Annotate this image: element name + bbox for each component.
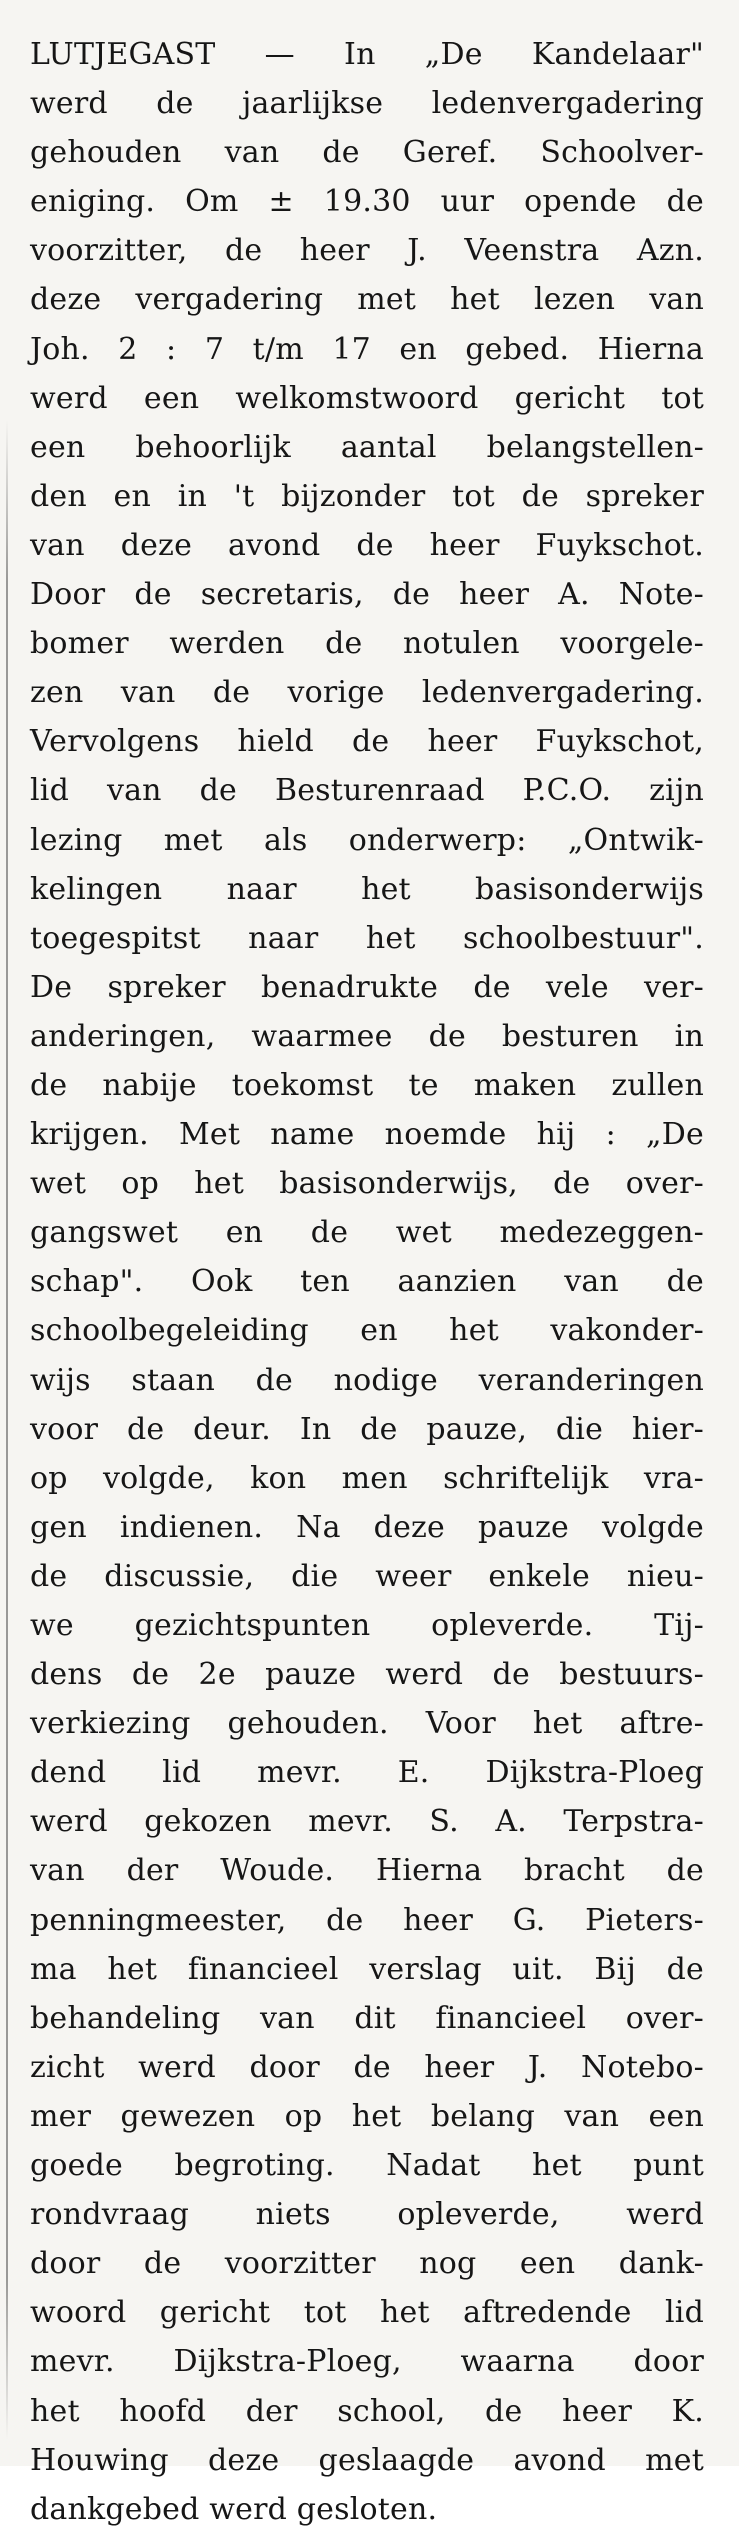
article-line: een behoorlijk aantal belangstellen- [30,429,704,465]
article-line: De spreker benadrukte de vele ver- [30,969,704,1005]
article-line: verkiezing gehouden. Voor het aftre- [30,1706,704,1742]
article-line: deze vergadering met het lezen van [30,282,704,318]
article-line: bomer werden de notulen voorgele- [30,626,704,662]
article-line: werd de jaarlijkse ledenvergadering [30,86,704,122]
article-line: toegespitst naar het schoolbestuur". [30,920,704,956]
article-line: anderingen, waarmee de besturen in [30,1018,704,1054]
article-line: schap". Ook ten aanzien van de [30,1264,704,1300]
article-line: rondvraag niets opleverde, werd [30,2197,704,2233]
article-line: goede begroting. Nadat het punt [30,2148,704,2184]
article-line: op volgde, kon men schriftelijk vra- [30,1460,704,1496]
article-line: Joh. 2 : 7 t/m 17 en gebed. Hierna [30,331,704,367]
article-line: wet op het basisonderwijs, de over- [30,1166,704,1202]
article-line: werd gekozen mevr. S. A. Terpstra- [30,1804,704,1840]
article-line: mevr. Dijkstra-Ploeg, waarna door [30,2344,704,2380]
article-line: van deze avond de heer Fuykschot. [30,527,704,563]
article-line: lezing met als onderwerp: „Ontwik- [30,822,704,858]
article-line: zen van de vorige ledenvergadering. [30,675,704,711]
article-line: gehouden van de Geref. Schoolver- [30,135,704,171]
article-line: Houwing deze geslaagde avond met [30,2442,704,2478]
article-line: wijs staan de nodige veranderingen [30,1362,704,1398]
article-line: gen indienen. Na deze pauze volgde [30,1509,704,1545]
article-line: woord gericht tot het aftredende lid [30,2295,704,2331]
article-first-line: LUTJEGAST — In „De Kandelaar" [30,37,704,72]
article-line: de discussie, die weer enkele nieu- [30,1558,704,1594]
article-line: voorzitter, de heer J. Veenstra Azn. [30,233,704,269]
article-line: van der Woude. Hierna bracht de [30,1853,704,1889]
article-line: den en in 't bijzonder tot de spreker [30,478,704,514]
article-line: we gezichtspunten opleverde. Tij- [30,1608,704,1643]
article-line: eniging. Om ± 19.30 uur opende de [30,184,704,220]
article-line: krijgen. Met name noemde hij : „De [30,1117,704,1153]
article-line: voor de deur. In de pauze, die hier- [30,1411,704,1447]
article-line: behandeling van dit financieel over- [30,2000,704,2036]
article-line: dens de 2e pauze werd de bestuurs- [30,1657,704,1693]
article-line: zicht werd door de heer J. Notebo- [30,2049,704,2085]
article-line: kelingen naar het basisonderwijs [30,871,704,907]
article-line: werd een welkomstwoord gericht tot [30,380,704,416]
article-line: gangswet en de wet medezeggen- [30,1215,704,1251]
article-line: het hoofd der school, de heer K. [30,2393,704,2429]
article-line: dankgebed werd gesloten. [30,2491,438,2527]
article-body [30,30,704,2534]
article-line: dend lid mevr. E. Dijkstra-Ploeg [30,1755,704,1791]
article-line: Vervolgens hield de heer Fuykschot, [30,724,704,760]
article-line: mer gewezen op het belang van een [30,2098,704,2134]
article-line: de nabije toekomst te maken zullen [30,1067,704,1103]
article-line: schoolbegeleiding en het vakonder- [30,1313,704,1349]
article-line: door de voorzitter nog een dank- [30,2246,704,2282]
article-line: ma het financieel verslag uit. Bij de [30,1951,704,1987]
article-line: penningmeester, de heer G. Pieters- [30,1902,704,1938]
column-rule [6,420,8,2440]
article-line: Door de secretaris, de heer A. Note- [30,577,704,613]
article-line: lid van de Besturenraad P.C.O. zijn [30,773,704,809]
